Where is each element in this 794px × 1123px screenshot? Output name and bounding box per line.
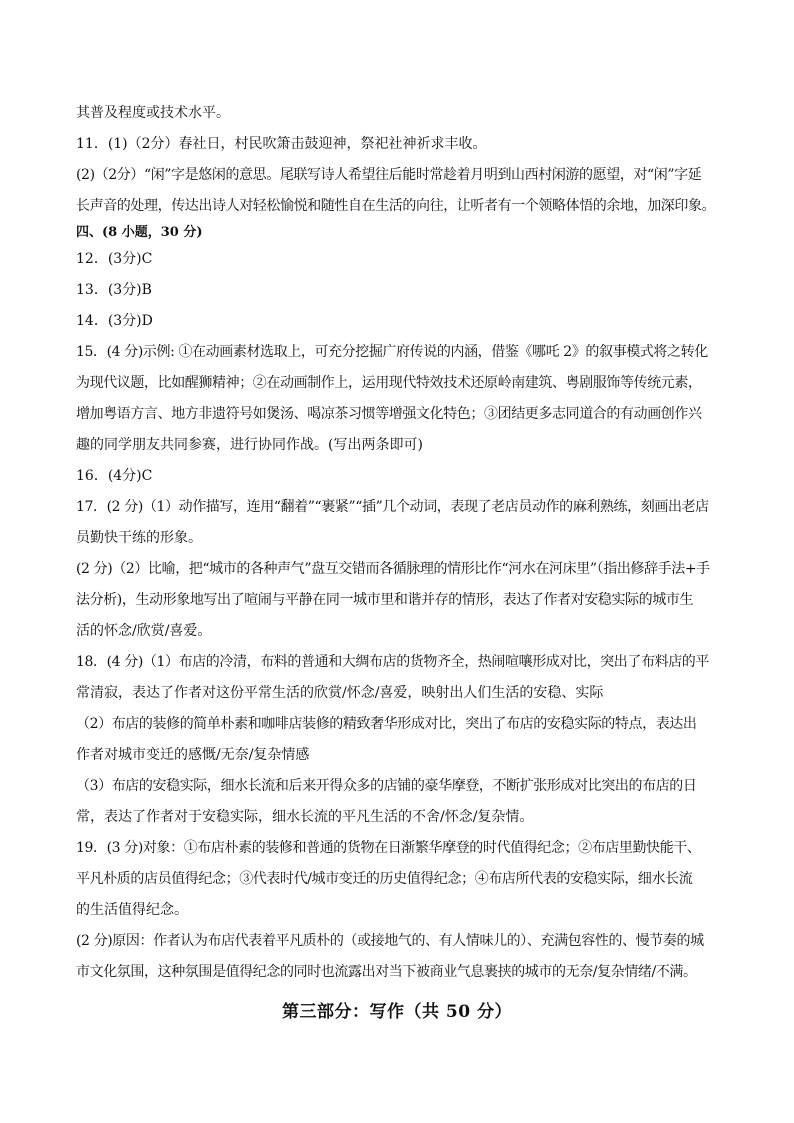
text-line-q11-part1: 11．(1)（2分）春社日，村民吹箫击鼓迎神，祭祀社神祈求丰收。 (76, 136, 487, 152)
text-line-q17-part2-c: 活的怀念/欣赏/喜爱。 (76, 623, 212, 639)
text-line-q18-part1-b: 常清寂，表达了作者对这份平常生活的欣赏/怀念/喜爱，映射出人们生活的安稳、实际 (76, 685, 604, 701)
text-line-q17-part2-a: (2 分)（2）比喻，把“城市的各种声气”盘互交错而各循脉理的情形比作“河水在河床里”（指出修辞手法+手 (76, 561, 710, 577)
part-three-title: 第三部分：写作（共 50 分） (282, 1002, 512, 1022)
text-line-q11-part2-b: 长声音的处理，传达出诗人对轻松愉悦和随性自在生活的向往，让听者有一个领略体悟的余地，加深印象。 (76, 198, 716, 214)
text-line-q15-b: 为现代议题，比如醒狮精神；②在动画制作上，运用现代特效技术还原岭南建筑、粤剧服饰等传统元素， (76, 375, 702, 391)
text-line-q11-part2-a: (2)（2分）“闲”字是悠闲的意思。尾联写诗人希望往后能时常趁着月明到山西村闲游的愿望，对“闲”字延 (76, 167, 702, 183)
answer-key-body (76, 98, 724, 988)
section-heading-four: 四、(8 小题，30 分) (76, 225, 203, 240)
text-line-prev-answer-tail: 其普及程度或技术水平。 (76, 105, 230, 121)
text-line-q17-part2-b: 法分析)，生动形象地写出了喧闹与平静在同一城市里和谐并存的情形，表达了作者对安稳实际的城市生 (76, 592, 694, 608)
text-line-q18-part2-b: 作者对城市变迁的感慨/无奈/复杂情感 (76, 747, 310, 763)
text-line-q15-a: 15．(4 分)示例: ①在动画素材选取上，可充分挖掘广府传说的内涵，借鉴《哪吒 2》的叙事模式将之转化 (76, 344, 708, 360)
text-line-q19-objects-c: 的生活值得纪念。 (76, 902, 188, 918)
text-line-q17-part1-a: 17．(2 分)（1）动作描写，连用“翻着”“裹紧”“插”几个动词，表现了老店员动作的麻利熟练，刻画出老店 (76, 499, 709, 515)
text-line-q17-part1-b: 员勤快干练的形象。 (76, 530, 202, 546)
text-line-q19-objects-b: 平凡朴质的店员值得纪念；③代表时代/城市变迁的历史值得纪念；④布店所代表的安稳实际，细水长流 (76, 871, 693, 887)
text-line-q13: 13．(3分)B (76, 282, 152, 298)
text-line-q18-part3-b: 常，表达了作者对于安稳实际，细水长流的平凡生活的不舍/怀念/复杂情。 (76, 809, 534, 825)
text-line-q14: 14．(3分)D (76, 313, 153, 329)
text-line-q15-d: 趣的同学朋友共同参赛，进行协同作战。(写出两条即可) (76, 437, 423, 453)
text-line-q12: 12．(3分)C (76, 251, 153, 267)
text-line-q18-part3-a: （3）布店的安稳实际，细水长流和后来开得众多的店铺的豪华摩登，不断扩张形成对比突出的布店的日 (76, 778, 697, 794)
text-line-q18-part1-a: 18．(4 分)（1）布店的冷清，布料的普通和大绸布店的货物齐全，热闹喧嚷形成对比，突出了布料店的平 (76, 654, 710, 670)
text-line-q19-reason-b: 市文化氛围，这种氛围是值得纪念的同时也流露出对当下被商业气息裹挟的城市的无奈/复杂情绪/不满。 (76, 964, 697, 980)
text-line-q15-c: 增加粤语方言、地方非遗符号如煲汤、喝凉茶习惯等增强文化特色；③团结更多志同道合的有动画创作兴 (76, 406, 702, 422)
text-line-q19-objects-a: 19．(3 分)对象：①布店朴素的装修和普通的货物在日渐繁华摩登的时代值得纪念；②布店里勤快能干、 (76, 840, 701, 856)
text-line-q18-part2-a: （2）布店的装修的简单朴素和咖啡店装修的精致奢华形成对比，突出了布店的安稳实际的特点，表达出 (76, 716, 697, 732)
text-line-q16: 16．(4分)C (76, 468, 153, 484)
text-line-q19-reason-a: (2 分)原因：作者认为布店代表着平凡质朴的（或接地气的、有人情味儿的）、充满包容性的、慢节奏的城 (76, 933, 704, 949)
